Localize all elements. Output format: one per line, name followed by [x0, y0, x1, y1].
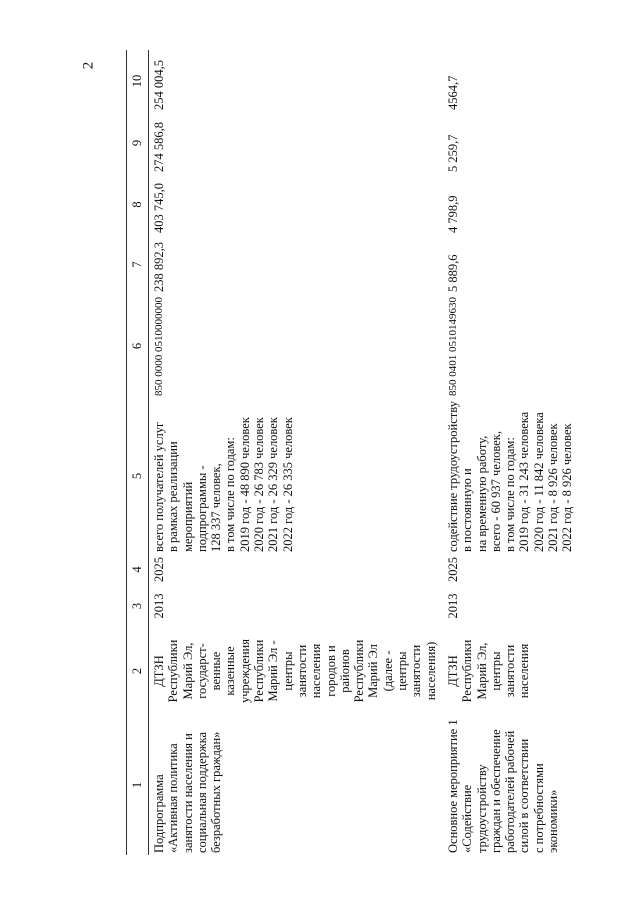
- text-line: 2019 год - 48 890 человек: [237, 417, 252, 552]
- text-line: 2022 год - 26 335 человек: [280, 417, 295, 552]
- header-cell-9: 9: [127, 112, 149, 174]
- value-cell-8: 4 798,9: [445, 195, 460, 233]
- text-line: в том числе по годам:: [223, 437, 238, 552]
- text-line: работодателей рабочей: [503, 730, 518, 853]
- value-cell-10: 4564,7: [445, 75, 460, 110]
- text-line: 2021 год - 8 926 человек: [546, 423, 561, 552]
- text-line: занятости: [409, 644, 424, 698]
- text-line: на временную работу,: [474, 435, 489, 552]
- header-cell-5: 5: [127, 398, 149, 554]
- text-line: граждан и обеспечение: [488, 729, 503, 853]
- program-name-cell: [444, 715, 581, 855]
- text-line: Подпрограмма: [152, 774, 166, 853]
- text-line: 2022 год - 8 926 человек: [560, 423, 575, 552]
- text-line: в том числе по годам:: [503, 437, 518, 552]
- value-cell-10: 254 004,5: [152, 60, 166, 110]
- executor-cell: [149, 627, 444, 715]
- text-line: в постоянную и: [460, 468, 475, 552]
- text-line: Республики: [252, 639, 267, 703]
- header-cell-8: 8: [127, 174, 149, 235]
- text-line: казенные: [223, 646, 238, 696]
- text-line: занятости: [294, 644, 309, 698]
- text-line: в рамках реализации: [166, 441, 181, 552]
- text-line: ДТЗН: [445, 655, 460, 687]
- text-line: 2019 год - 31 243 человека: [517, 411, 532, 552]
- program-table: [126, 50, 581, 855]
- text-line: городов и: [323, 645, 338, 697]
- text-line: Республики: [460, 639, 475, 703]
- text-line: населения: [309, 643, 324, 699]
- text-line: районов: [337, 649, 352, 693]
- text-line: 128 337 человек,: [209, 463, 224, 552]
- text-line: (далее -: [380, 650, 395, 692]
- text-line: 2021 год - 26 329 человек: [266, 417, 281, 552]
- text-line: венные: [209, 651, 224, 691]
- text-line: силой в соответствии: [517, 738, 532, 853]
- text-line: государст-: [194, 643, 209, 699]
- text-line: социальная поддержка: [194, 731, 209, 853]
- rotated-table-container: [126, 50, 575, 855]
- text-line: 2020 год - 11 842 человека: [531, 412, 546, 552]
- text-line: всего - 60 937 человек,: [488, 431, 503, 552]
- table-row: [149, 50, 444, 855]
- table-row: [444, 50, 581, 855]
- header-cell-3: 3: [127, 585, 149, 627]
- text-line: ДТЗН: [152, 655, 166, 687]
- value-cell-8: 403 745,0: [152, 183, 166, 233]
- text-line: центры: [280, 651, 295, 691]
- header-cell-10: 10: [127, 50, 149, 112]
- text-line: трудоустройству: [474, 764, 489, 853]
- text-line: безработных граждан»: [209, 731, 224, 853]
- text-line: «Активная политика: [166, 743, 181, 853]
- text-line: Марий Эл,: [180, 642, 195, 700]
- executor-cell: [444, 627, 581, 715]
- text-line: Марий Эл,: [474, 642, 489, 700]
- header-cell-1: 1: [127, 715, 149, 855]
- header-cell-2: 2: [127, 627, 149, 715]
- header-cell-6: 6: [127, 294, 149, 398]
- header-cell-7: 7: [127, 235, 149, 294]
- program-name-cell: [149, 715, 444, 855]
- budget-code-cell: 850 0000 0510000000: [153, 297, 165, 396]
- text-line: населения): [423, 641, 438, 701]
- text-line: учреждения: [237, 639, 252, 704]
- text-line: экономики»: [546, 789, 561, 853]
- text-line: занятости населения и: [180, 733, 195, 853]
- text-line: всего получателей услуг: [152, 421, 166, 552]
- text-line: Марий Эл: [366, 644, 381, 698]
- text-line: населения: [517, 643, 532, 699]
- text-line: подпрограммы -: [194, 465, 209, 552]
- text-line: центры: [488, 651, 503, 691]
- text-line: Республики: [352, 639, 367, 703]
- text-line: с потребностями: [531, 763, 546, 853]
- text-line: содействие трудоустройству: [445, 401, 460, 552]
- text-line: 2020 год - 26 783 человек: [252, 417, 267, 552]
- value-cell-7: 238 892,3: [152, 242, 166, 292]
- text-line: «Содействие: [460, 784, 475, 853]
- value-cell-7: 5 889,6: [445, 254, 460, 292]
- start-year-cell: 2013: [445, 593, 460, 619]
- budget-code-cell: 850 0401 0510149630: [446, 297, 459, 396]
- header-cell-4: 4: [127, 554, 149, 585]
- text-line: Основное мероприятие 1: [445, 719, 460, 853]
- text-line: центры: [395, 651, 410, 691]
- start-year-cell: 2013: [152, 593, 166, 619]
- text-line: Республики: [166, 639, 181, 703]
- header-row: [127, 50, 149, 855]
- page-number: 2: [80, 61, 97, 70]
- result-cell: [444, 398, 581, 554]
- text-line: мероприятий: [180, 481, 195, 552]
- value-cell-9: 274 586,8: [152, 122, 166, 172]
- text-line: занятости: [503, 644, 518, 698]
- text-line: Марий Эл -: [266, 640, 281, 702]
- value-cell-9: 5 259,7: [445, 134, 460, 172]
- end-year-cell: 2025: [152, 557, 166, 582]
- result-cell: [149, 398, 444, 554]
- end-year-cell: 2025: [445, 557, 460, 582]
